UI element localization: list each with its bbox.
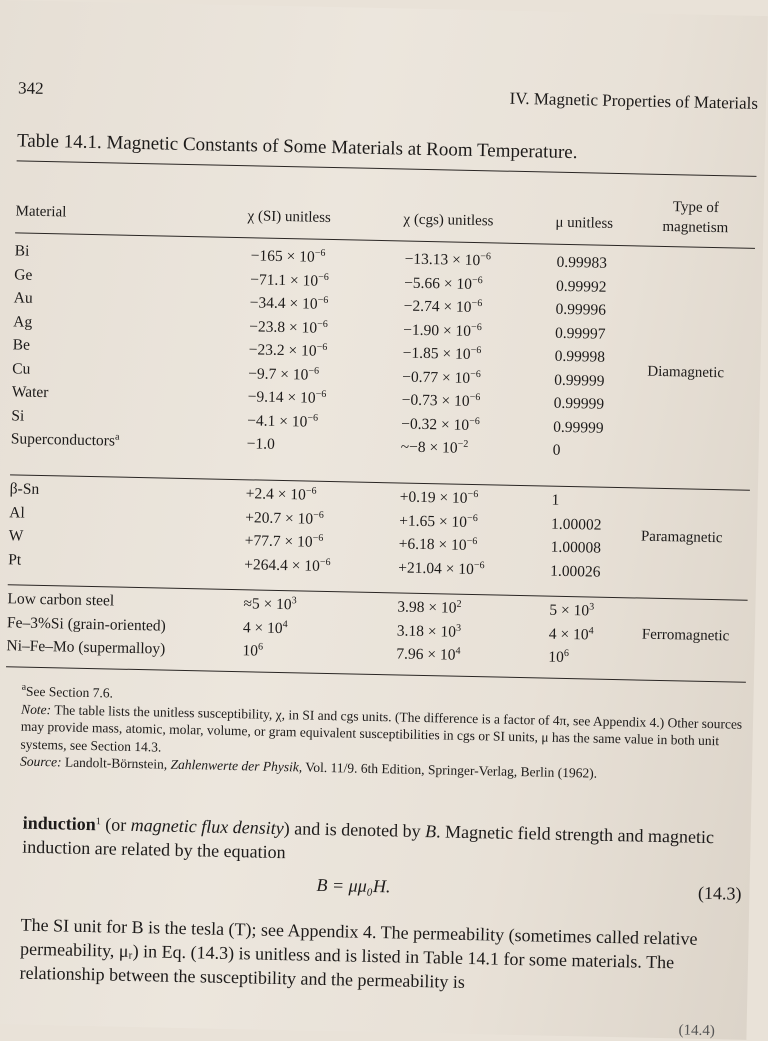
footnote-marker: a xyxy=(114,431,120,443)
cell-chi-cgs-exponent: −6 xyxy=(473,559,485,571)
col-type-line2: magnetism xyxy=(662,218,729,237)
cell-material: Bi xyxy=(14,242,30,260)
cell-chi-si-exponent: −6 xyxy=(317,318,328,330)
cell-material: Be xyxy=(12,336,31,354)
cell-mu-exponent: 3 xyxy=(589,601,595,613)
cell-chi-si: $+77.7 \times 10^{-6}$ xyxy=(244,532,324,551)
footnote-marker: a xyxy=(21,681,27,693)
equation-expression: B = μμ₀H. xyxy=(316,874,391,897)
p1-text-a: (or xyxy=(105,814,127,835)
cell-mu: 0.99998 xyxy=(554,347,606,366)
cell-chi-cgs-exponent: −6 xyxy=(469,391,481,404)
cell-mu: 0.99996 xyxy=(555,300,607,319)
cell-chi-cgs-exponent: −6 xyxy=(467,512,478,524)
cell-chi-cgs: $-0.77 \times 10^{-6}$ xyxy=(402,368,481,387)
col-type xyxy=(645,197,746,239)
cell-chi-si-exponent: 6 xyxy=(257,641,264,653)
cell-mu: 0.99997 xyxy=(554,324,606,343)
cell-chi-si: $10^6$ xyxy=(242,641,264,660)
cell-chi-si-exponent: −6 xyxy=(307,412,319,424)
cell-chi-cgs-exponent: −6 xyxy=(480,251,492,263)
cell-chi-si-exponent: −6 xyxy=(308,365,320,377)
table-notes xyxy=(20,683,747,786)
cell-material: Cu xyxy=(12,359,31,378)
cell-chi-si: $-9.7 \times 10^{-6}$ xyxy=(248,364,320,384)
cell-chi-cgs-exponent: −6 xyxy=(471,274,483,286)
cell-chi-si: $-34.4 \times 10^{-6}$ xyxy=(249,294,329,313)
cell-chi-cgs-exponent: −6 xyxy=(469,415,480,427)
cell-chi-si: $-23.2 \times 10^{-6}$ xyxy=(248,341,328,360)
cell-material: Fe–3%Si (grain-oriented) xyxy=(6,613,166,635)
running-title: IV. Magnetic Properties of Materials xyxy=(509,88,759,113)
table-top-rule xyxy=(17,160,757,176)
cell-chi-si: $+20.7 \times 10^{-6}$ xyxy=(245,508,324,528)
cell-chi-cgs: $7.96 \times 10^4$ xyxy=(396,645,461,664)
cell-chi-si-exponent: 3 xyxy=(291,595,297,607)
cell-mu: 0.99999 xyxy=(553,371,605,390)
cell-mu: $4 \times 10^4$ xyxy=(548,624,594,643)
term-induction: induction xyxy=(22,812,97,835)
equation-14-3 xyxy=(21,869,741,910)
col-mu: μ unitless xyxy=(555,214,614,232)
cell-chi-si: $+264.4 \times 10^{-6}$ xyxy=(244,555,331,575)
col-chi-cgs: χ (cgs) unitless xyxy=(403,211,494,230)
cell-chi-cgs: $+6.18 \times 10^{-6}$ xyxy=(398,535,478,554)
footnote-a-text: See Section 7.6. xyxy=(25,683,114,701)
cell-material: W xyxy=(8,527,24,545)
body-paragraph-1 xyxy=(22,811,743,874)
source-label: Source: xyxy=(19,753,62,770)
cell-material: Si xyxy=(11,406,25,425)
cell-chi-cgs: $-1.90 \times 10^{-6}$ xyxy=(403,321,482,340)
cell-mu: $10^6$ xyxy=(548,647,570,666)
equation-number: (14.3) xyxy=(697,882,742,904)
cell-chi-cgs-exponent: 3 xyxy=(455,622,462,634)
cell-chi-si: $-165 \times 10^{-6}$ xyxy=(250,247,326,266)
cell-chi-si-exponent: −6 xyxy=(314,247,326,259)
cell-chi-si-exponent: −6 xyxy=(318,271,329,283)
cell-material: Ge xyxy=(14,265,33,284)
group-type-label: Ferromagnetic xyxy=(641,626,730,645)
cell-mu-exponent: 4 xyxy=(588,624,594,637)
cell-chi-si-exponent: −6 xyxy=(319,556,331,568)
col-material: Material xyxy=(15,203,67,221)
cell-mu: 1.00002 xyxy=(550,515,602,534)
source-text-2: Vol. 11/9. 6th Edition, Springer-Verlag, Berlin (1962). xyxy=(305,759,598,781)
cell-mu-exponent: 6 xyxy=(563,647,570,660)
note-label: Note: xyxy=(21,701,52,717)
source-text-1: Landolt-Börnstein, xyxy=(64,754,168,772)
p1-text-b: ) and is denoted by xyxy=(283,818,421,841)
cell-material: β-Sn xyxy=(9,480,40,498)
cell-material: Pt xyxy=(8,550,22,569)
cell-chi-cgs: $-0.73 \times 10^{-6}$ xyxy=(401,391,481,410)
cell-chi-cgs-exponent: 4 xyxy=(455,645,461,657)
cell-chi-cgs: $-5.66 \times 10^{-6}$ xyxy=(403,274,483,293)
cell-material: Ag xyxy=(13,312,33,331)
cell-chi-cgs: $+1.65 \times 10^{-6}$ xyxy=(399,511,478,531)
p2-text: The SI unit for B is the tesla (T); see Appendix 4. The permeability (sometimes called relative permeability, μᵣ) in Eq. (14.3) is unitless and is listed in Table 14.1 for some materials. The relationship between the susceptibility and the permeability is xyxy=(19,914,698,992)
cell-chi-si: $\approx 5 \times 10^3$ xyxy=(243,595,297,614)
cell-chi-cgs: $-2.74 \times 10^{-6}$ xyxy=(403,297,483,316)
cell-mu: 0 xyxy=(552,441,561,459)
bottom-equation-fragment: (14.4) xyxy=(678,1022,715,1040)
cell-mu: 0.99992 xyxy=(555,277,607,296)
group-type-label: Diamagnetic xyxy=(647,363,725,382)
cell-chi-si-exponent: −6 xyxy=(312,532,324,544)
cell-chi-si: $-9.14 \times 10^{-6}$ xyxy=(247,388,327,407)
page-header xyxy=(18,78,758,115)
cell-chi-cgs-exponent: −6 xyxy=(470,344,482,357)
cell-chi-cgs-exponent: −6 xyxy=(471,321,482,333)
cell-chi-cgs: $3.18 \times 10^3$ xyxy=(396,621,462,641)
page-number: 342 xyxy=(17,78,44,98)
cell-chi-cgs: $+0.19 \times 10^{-6}$ xyxy=(399,488,479,507)
cell-mu: 0.99983 xyxy=(556,253,608,272)
cell-chi-cgs: $-0.32 \times 10^{-6}$ xyxy=(401,414,480,434)
cell-chi-cgs-exponent: −6 xyxy=(467,488,479,501)
cell-chi-si: $-4.1 \times 10^{-6}$ xyxy=(247,411,319,431)
cell-chi-cgs: $3.98 \times 10^2$ xyxy=(397,598,462,617)
cell-chi-cgs: ~−8 × $10^{-2}$ xyxy=(400,438,469,457)
cell-chi-si: $-23.8 \times 10^{-6}$ xyxy=(249,317,328,337)
cell-chi-cgs-exponent: −6 xyxy=(470,368,481,380)
cell-chi-cgs-exponent: −6 xyxy=(466,535,478,548)
table-title: Table 14.1. Magnetic Constants of Some Materials at Room Temperature. xyxy=(16,130,578,164)
cell-material: Water xyxy=(11,383,49,402)
cell-chi-cgs-exponent: −6 xyxy=(471,297,483,310)
col-chi-si: χ (SI) unitless xyxy=(247,208,332,226)
cell-chi-si: $4 \times 10^4$ xyxy=(242,618,288,637)
cell-chi-cgs: $-13.13 \times 10^{-6}$ xyxy=(404,250,492,270)
cell-chi-si-exponent: 4 xyxy=(282,618,288,630)
cell-chi-cgs: $+21.04 \times 10^{-6}$ xyxy=(398,558,485,578)
body-paragraph-2 xyxy=(19,913,740,1000)
p1-text-c: . Magnetic field strength and magnetic induction are related by the equation xyxy=(22,821,715,863)
cell-material: Al xyxy=(9,503,25,522)
cell-mu: 1 xyxy=(551,491,560,509)
p1-var-b: B xyxy=(424,821,437,842)
cell-chi-cgs-exponent: 2 xyxy=(456,598,462,610)
cell-chi-si-exponent: −6 xyxy=(305,485,317,497)
group-type-label: Paramagnetic xyxy=(640,528,723,547)
cell-mu: 1.00008 xyxy=(550,538,602,557)
cell-material: Au xyxy=(13,289,33,307)
cell-material: Ni–Fe–Mo (supermalloy) xyxy=(6,637,166,658)
cell-chi-si: −1.0 xyxy=(246,435,276,453)
cell-mu: 0.99999 xyxy=(553,418,604,437)
col-type-line1: Type of xyxy=(672,199,719,217)
cell-material: Low carbon steel xyxy=(7,590,115,610)
cell-chi-si: $+2.4 \times 10^{-6}$ xyxy=(245,485,317,504)
cell-chi-si-exponent: −6 xyxy=(313,509,324,521)
note-text: The table lists the unitless susceptibility, χ, in SI and cgs units. (The difference is a factor of 4π, see Appendix 4.) Other sources may provide mass, atomic, molar, volume, or gram equivalent susceptibilities in cgs or SI units, μ has the same value in both unit systems, see Section 14.3. xyxy=(20,701,743,755)
cell-material: Superconductors$^a$ xyxy=(10,430,120,450)
cell-chi-si-exponent: −6 xyxy=(316,341,328,353)
cell-chi-si: $-71.1 \times 10^{-6}$ xyxy=(250,270,329,290)
term-flux-density: magnetic flux density xyxy=(130,814,284,839)
cell-mu: 0.99999 xyxy=(553,394,605,413)
footnote-ref: 1 xyxy=(95,816,101,828)
cell-chi-si-exponent: −6 xyxy=(317,294,329,306)
source-title: Zahlenwerte der Physik, xyxy=(170,756,303,775)
cell-mu: $5 \times 10^3$ xyxy=(549,601,595,620)
cell-chi-si-exponent: −6 xyxy=(315,388,327,400)
cell-chi-cgs: $-1.85 \times 10^{-6}$ xyxy=(402,344,482,363)
cell-mu: 1.00026 xyxy=(549,562,601,581)
cell-chi-cgs-exponent: −2 xyxy=(457,438,469,450)
